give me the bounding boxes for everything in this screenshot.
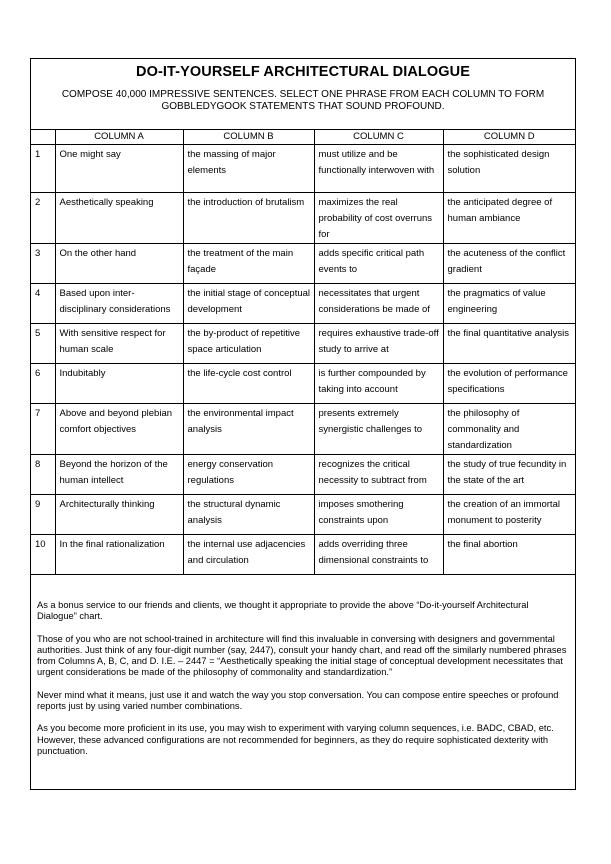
phrase-cell: imposes smothering constraints upon bbox=[314, 495, 443, 535]
note-paragraph: Those of you who are not school-trained in architecture will find this invaluable in conversing with designers and governmental authorities. Just think of any four-digit number (say, 2447), consult your handy chart, and read off the similarly numbered phrases from Columns A, B, C, and D. I.E. – 2447 = “Aesthetically speaking the initial stage of conceptual development necessitates that urgent considerations be made of the philosophy of commonality and standardization.” bbox=[37, 633, 567, 678]
phrase-cell: energy conservation regulations bbox=[183, 455, 314, 495]
phrase-cell: the sophisticated design solution bbox=[443, 145, 575, 193]
row-number: 8 bbox=[31, 455, 55, 495]
notes-section bbox=[37, 600, 567, 768]
phrase-cell: On the other hand bbox=[55, 244, 183, 284]
phrase-cell: adds overriding three dimensional constraints to bbox=[314, 535, 443, 575]
note-paragraph: As you become more proficient in its use, you may wish to experiment with varying column sequences, i.e. BADC, CBAD, etc. However, these advanced configurations are not recommended for beginners, as they do require sophisticated dexterity with punctuation. bbox=[37, 723, 554, 756]
phrase-cell: the internal use adjacencies and circulation bbox=[183, 535, 314, 575]
phrase-cell: the introduction of brutalism bbox=[183, 193, 314, 244]
phrase-cell: Aesthetically speaking bbox=[55, 193, 183, 244]
column-header: COLUMN D bbox=[443, 130, 575, 145]
table-row bbox=[31, 145, 575, 193]
phrase-cell: the creation of an immortal monument to posterity bbox=[443, 495, 575, 535]
phrase-cell: maximizes the real probability of cost overruns for bbox=[314, 193, 443, 244]
table-row bbox=[31, 364, 575, 404]
phrase-cell: the pragmatics of value engineering bbox=[443, 284, 575, 324]
phrase-cell: Beyond the horizon of the human intellect bbox=[55, 455, 183, 495]
phrase-cell: the environmental impact analysis bbox=[183, 404, 314, 455]
page-subtitle: COMPOSE 40,000 IMPRESSIVE SENTENCES. SELECT ONE PHRASE FROM EACH COLUMN TO FORM GOBBLEDYGOOK STATEMENTS THAT SOUND PROFOUND. bbox=[61, 89, 545, 112]
row-number: 5 bbox=[31, 324, 55, 364]
phrase-cell: Architecturally thinking bbox=[55, 495, 183, 535]
table-row bbox=[31, 404, 575, 455]
phrase-cell: the final abortion bbox=[443, 535, 575, 575]
phrase-cell: recognizes the critical necessity to subtract from bbox=[314, 455, 443, 495]
row-number: 9 bbox=[31, 495, 55, 535]
phrase-cell: Based upon inter-disciplinary considerations bbox=[55, 284, 183, 324]
row-number: 2 bbox=[31, 193, 55, 244]
phrase-cell: One might say bbox=[55, 145, 183, 193]
header-number-cell bbox=[31, 130, 55, 145]
page-title: DO-IT-YOURSELF ARCHITECTURAL DIALOGUE bbox=[136, 64, 470, 80]
row-number: 10 bbox=[31, 535, 55, 575]
table-row bbox=[31, 244, 575, 284]
phrase-cell: the final quantitative analysis bbox=[443, 324, 575, 364]
row-number: 3 bbox=[31, 244, 55, 284]
phrase-table bbox=[31, 129, 575, 575]
table-row bbox=[31, 324, 575, 364]
phrase-cell: the structural dynamic analysis bbox=[183, 495, 314, 535]
table-row bbox=[31, 495, 575, 535]
table-row bbox=[31, 284, 575, 324]
phrase-cell: the study of true fecundity in the state of the art bbox=[443, 455, 575, 495]
phrase-cell: adds specific critical path events to bbox=[314, 244, 443, 284]
column-header: COLUMN C bbox=[314, 130, 443, 145]
row-number: 1 bbox=[31, 145, 55, 193]
table-row bbox=[31, 193, 575, 244]
phrase-cell: must utilize and be functionally interwoven with bbox=[314, 145, 443, 193]
phrase-cell: With sensitive respect for human scale bbox=[55, 324, 183, 364]
phrase-cell: the anticipated degree of human ambiance bbox=[443, 193, 575, 244]
note-paragraph: Never mind what it means, just use it and watch the way you stop conversation. You can compose entire speeches or profound reports just by using varied number combinations. bbox=[37, 689, 559, 712]
phrase-cell: Above and beyond plebian comfort objectives bbox=[55, 404, 183, 455]
document-frame bbox=[30, 58, 576, 790]
column-header: COLUMN A bbox=[55, 130, 183, 145]
phrase-cell: the massing of major elements bbox=[183, 145, 314, 193]
phrase-cell: In the final rationalization bbox=[55, 535, 183, 575]
table-body bbox=[31, 145, 575, 575]
phrase-cell: the by-product of repetitive space articulation bbox=[183, 324, 314, 364]
row-number: 6 bbox=[31, 364, 55, 404]
row-number: 4 bbox=[31, 284, 55, 324]
row-number: 7 bbox=[31, 404, 55, 455]
note-paragraph: As a bonus service to our friends and clients, we thought it appropriate to provide the above “Do-it-yourself Architectural Dialogue” chart. bbox=[37, 600, 529, 622]
table-row bbox=[31, 455, 575, 495]
phrase-cell: is further compounded by taking into account bbox=[314, 364, 443, 404]
phrase-cell: the treatment of the main façade bbox=[183, 244, 314, 284]
table-row bbox=[31, 535, 575, 575]
column-header: COLUMN B bbox=[183, 130, 314, 145]
table-header-row bbox=[31, 130, 575, 145]
phrase-cell: necessitates that urgent considerations be made of bbox=[314, 284, 443, 324]
phrase-cell: requires exhaustive trade-off study to arrive at bbox=[314, 324, 443, 364]
phrase-cell: the acuteness of the conflict gradient bbox=[443, 244, 575, 284]
phrase-cell: the initial stage of conceptual development bbox=[183, 284, 314, 324]
phrase-cell: the evolution of performance specifications bbox=[443, 364, 575, 404]
phrase-cell: presents extremely synergistic challenges to bbox=[314, 404, 443, 455]
phrase-cell: Indubitably bbox=[55, 364, 183, 404]
phrase-cell: the life-cycle cost control bbox=[183, 364, 314, 404]
phrase-cell: the philosophy of commonality and standardization bbox=[443, 404, 575, 455]
